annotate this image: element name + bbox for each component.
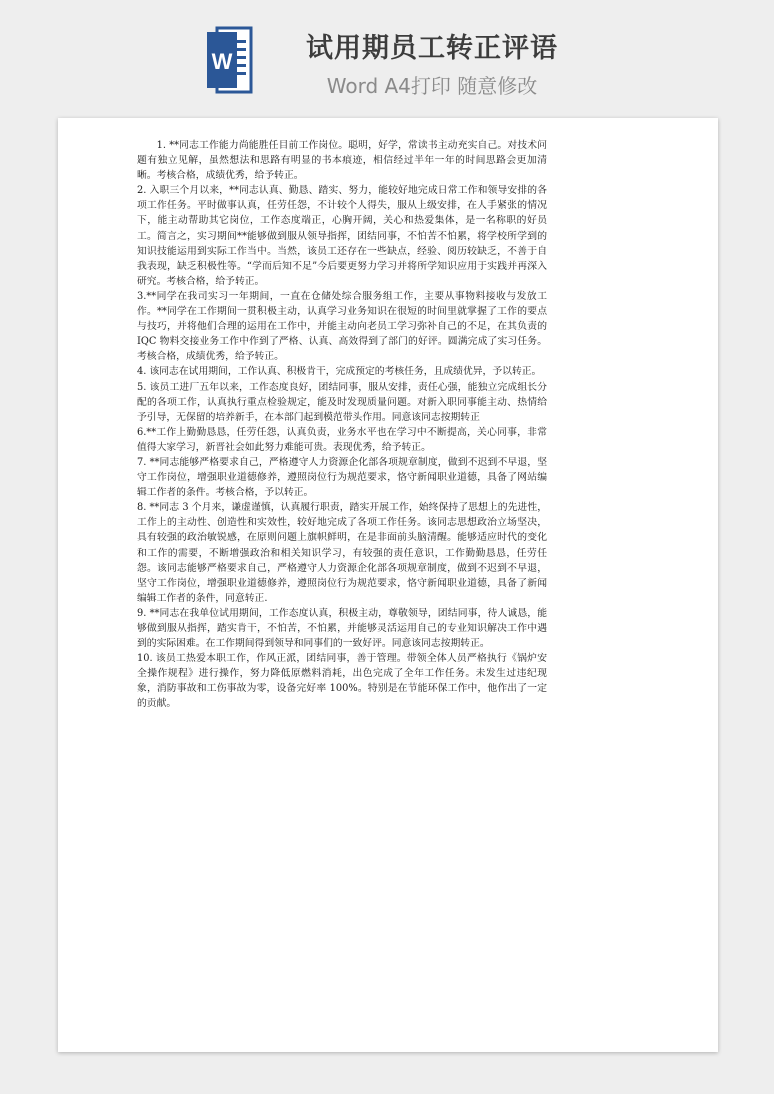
paragraph-1: 1. **同志工作能力尚能胜任目前工作岗位。聪明，好学，常读书主动充实自己。对技术问题有独立见解，虽然想法和思路有明显的书本痕迹，相信经过半年一年的时间思路会更加清晰。考核合格，成绩优秀，给予转正。 [137, 140, 547, 182]
header [0, 0, 774, 118]
paragraph-10: 10. 该员工热爱本职工作，作风正派，团结同事，善于管理。带领全体人员严格执行《锅炉安全操作规程》进行操作，努力降低原燃料消耗，出色完成了全年工作任务。未发生过违纪现象，消防事故和工伤事故为零，设备完好率 100%。特别是在节能环保工作中，他作出了一定的贡献。 [137, 653, 547, 710]
paragraph-9: 9. **同志在我单位试用期间，工作态度认真，积极主动，尊敬领导，团结同事，待人诚恳，能够做到服从指挥，踏实肯干，不怕苦，不怕累，并能够灵活运用自己的专业知识解决工作中遇到的实际困难。在工作期间得到领导和同事们的一致好评。同意该同志按期转正。 [137, 607, 547, 650]
paragraph-5: 5. 该员工进厂五年以来，工作态度良好，团结同事，服从安排，责任心强，能独立完成组长分配的各项工作，认真执行重点检验规定，能及时发现质量问题。对新入职同事能主动、热情给予引导，无保留的培养新手，在本部门起到模范带头作用。同意该同志按期转正 [137, 381, 547, 423]
paragraph-8: 8. **同志 3 个月来，谦虚谨慎，认真履行职责，踏实开展工作，始终保持了思想上的先进性，工作上的主动性、创造性和实效性，较好地完成了各项工作任务。该同志思想政治立场坚决，具有较强的政治敏锐感，在原则问题上旗帜鲜明，在是非面前头脑清醒。能够适应时代的变化和工作的需要，不断增强政治和相关知识学习，有较强的责任意识，工作勤勤恳恳，任劳任怨。该同志能够严格要求自己，严格遵守人力资源企化部各项规章制度，做到不迟到不早退，坚守工作岗位，增强职业道德修养，遵照岗位行为规范要求，恪守新闻职业道德，具备了新闻编辑工作者的条件，同意转正. [137, 502, 547, 604]
word-document-icon [207, 24, 253, 96]
page-subtitle: Word A4打印 随意修改 [326, 74, 538, 98]
document-body [137, 138, 547, 712]
paragraph-4: 4. 该同志在试用期间，工作认真、积极肯干，完成预定的考核任务，且成绩优异，予以转正。 [137, 366, 542, 378]
paragraph-6: 6.**工作上勤勤恳恳，任劳任怨，认真负责，业务水平也在学习中不断提高，关心同事，非常值得大家学习，新晋社会如此努力难能可贵。表现优秀，给予转正。 [137, 426, 547, 453]
paragraph-2: 2. 入职三个月以来，**同志认真、勤恳、踏实、努力，能较好地完成日常工作和领导安排的各项工作任务。平时做事认真，任劳任怨，不计较个人得失，服从上级安排，在人手紧张的情况下，能主动帮助其它岗位，工作态度端正，心胸开阔，关心和热爱集体，是一名称职的好员工。简言之，实习期间**能够做到服从领导指挥，团结同事，不怕苦不怕累，将学校所学到的知识技能运用到实际工作当中。当然，该员工还存在一些缺点，经验、阅历较缺乏，不善于自我表现，缺乏积极性等。“学而后知不足”今后要更努力学习并将所学知识应用于实践并再深入研究。考核合格，给予转正。 [137, 185, 547, 287]
page-title: 试用期员工转正评语 [306, 33, 558, 64]
paragraph-7: 7. **同志能够严格要求自己，严格遵守人力资源企化部各项规章制度，做到不迟到不早退，坚守工作岗位，增强职业道德修养，遵照岗位行为规范要求，恪守新闻职业道德，具备了网站编辑工作者的条件。考核合格，予以转正。 [137, 456, 547, 499]
paragraph-3: 3.**同学在我司实习一年期间，一直在仓储处综合服务组工作，主要从事物料接收与发放工作。**同学在工作期间一贯积极主动，认真学习业务知识在很短的时间里就掌握了工作的要点与技巧，并将他们合理的运用在工作中，并能主动向老员工学习弥补自己的不足，在其负责的 IQC 物料交接业务工作中作到了严格、认真、高效得到了部门的好评。圆满完成了实习任务。考核合格，成绩优秀，给予转正。 [137, 290, 547, 363]
word-icon-letter: W [211, 49, 233, 74]
